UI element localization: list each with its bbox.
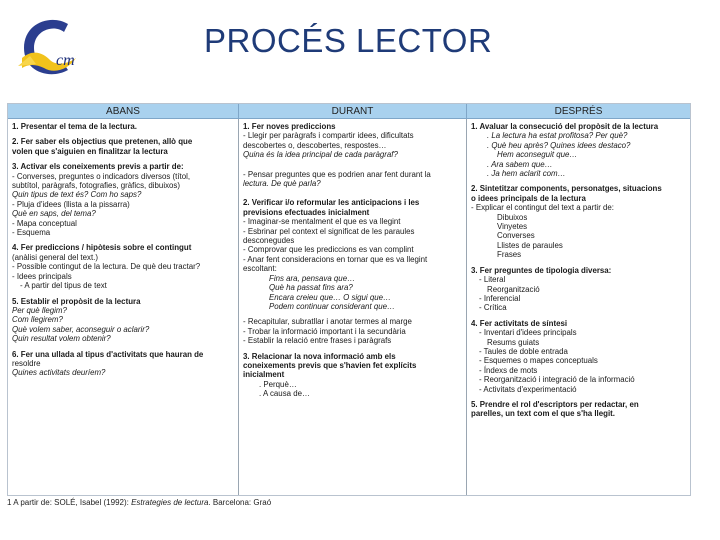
logo bbox=[16, 14, 94, 84]
question: Què en saps, del tema? bbox=[12, 209, 96, 219]
list-item: - Converses, preguntes o indicadors diversos (títol, bbox=[12, 171, 191, 181]
question: Què volem saber, aconseguir o aclarir? bbox=[12, 324, 150, 334]
list-item: - Reorganització i integració de la informació bbox=[479, 375, 635, 385]
step-heading: volen que s'aiguien en finalitzar la lectura bbox=[12, 146, 168, 156]
step-heading: 5. Establir el propòsit de la lectura bbox=[12, 296, 141, 306]
list-item: Frases bbox=[497, 250, 522, 260]
step-heading: 4. Fer prediccions / hipòtesis sobre el contingut bbox=[12, 243, 192, 253]
list-item: - Imaginar-se mentalment el que es va llegint bbox=[243, 217, 401, 227]
question: Per què llegim? bbox=[12, 305, 67, 315]
list-item: - Pensar preguntes que es podrien anar fent durant la bbox=[243, 169, 431, 179]
list-item: Converses bbox=[497, 231, 535, 241]
list-item: - Mapa conceptual bbox=[12, 218, 77, 228]
list-item: Reorganització bbox=[487, 284, 540, 294]
page-title: PROCÉS LECTOR bbox=[204, 22, 493, 59]
list-item: . A causa de… bbox=[259, 389, 310, 399]
column-header-abans: ABANS bbox=[8, 104, 239, 119]
list-item: Vinyetes bbox=[497, 222, 528, 232]
list-item: Resums guiats bbox=[487, 337, 540, 347]
list-item: - Explicar el contingut del text a partir de: bbox=[471, 203, 614, 213]
list-item: - Comprovar que les prediccions es van complint bbox=[243, 245, 414, 255]
footnote-prefix: 1 A partir de: SOLÉ, Isabel (1992): bbox=[7, 498, 132, 507]
footnote bbox=[7, 498, 271, 507]
list-item: - Recapitular, subratllar i anotar termes al marge bbox=[243, 317, 412, 327]
question: Quina és la idea principal de cada paràgraf? bbox=[243, 150, 398, 160]
step-heading: 3. Fer preguntes de tipologia diversa: bbox=[471, 265, 612, 275]
step-heading: o idees principals de la lectura bbox=[471, 193, 586, 203]
step-heading: 2. Verificar i/o reformular les anticipacions i les bbox=[243, 198, 420, 208]
list-item: - Activitats d'experimentació bbox=[479, 384, 577, 394]
shell-logo-icon bbox=[16, 14, 94, 84]
footnote-book: Estrategies de lectura bbox=[131, 498, 209, 507]
list-item: - Establir la relació entre frases i paràgrafs bbox=[243, 336, 392, 346]
list-item: (anàlisi general del text.) bbox=[12, 252, 98, 262]
list-item: escoltant: bbox=[243, 264, 277, 274]
step-heading: 5. Prendre el rol d'escriptors per redactar, en bbox=[471, 399, 639, 409]
list-item: Dibuixos bbox=[497, 212, 528, 222]
list-item: - Possible contingut de la lectura. De què deu tractar? bbox=[12, 262, 201, 272]
list-item: - Taules de doble entrada bbox=[479, 346, 568, 356]
step-heading: inicialment bbox=[243, 370, 285, 380]
list-item: subtítol, paràgrafs, fotografies, gràfics, dibuixos) bbox=[12, 181, 180, 191]
step-heading: 6. Fer una ullada al tipus d'activitats que hauran de bbox=[12, 349, 204, 359]
step-heading: 3. Activar els coneixements previs a partir de: bbox=[12, 162, 184, 172]
question: Hem aconseguit que… bbox=[497, 150, 578, 160]
list-item: - Esquemes o mapes conceptuals bbox=[479, 356, 598, 366]
column-header-durant: DURANT bbox=[239, 104, 467, 119]
list-item: desconegudes bbox=[243, 236, 295, 246]
question: lectura. De què parla? bbox=[243, 179, 321, 189]
step-heading: 1. Presentar el tema de la lectura. bbox=[12, 122, 137, 131]
reading-process-table bbox=[7, 103, 691, 496]
list-item: - Llegir per paràgrafs i compartir idees, dificultats bbox=[243, 131, 414, 141]
step-heading: 3. Relacionar la nova informació amb els bbox=[243, 351, 396, 361]
step-heading: coneixements previs que s'havien fet explícits bbox=[243, 360, 417, 370]
list-item: - Inferencial bbox=[479, 293, 521, 303]
question: Quin tipus de text és? Com ho saps? bbox=[12, 190, 142, 200]
question: Quin resultat volem obtenir? bbox=[12, 334, 111, 344]
list-item: - Idees principals bbox=[12, 271, 72, 281]
list-item: - Pluja d'idees (llista a la pissarra) bbox=[12, 199, 130, 209]
step-heading: 1. Fer noves prediccions bbox=[243, 122, 336, 131]
list-item: . Perquè… bbox=[259, 379, 297, 389]
question: . Ja hem aclarit com… bbox=[487, 169, 566, 179]
list-item: - Crítica bbox=[479, 303, 507, 313]
list-item: Llistes de paraules bbox=[497, 240, 563, 250]
list-item: - Anar fent consideracions en tornar que es va llegint bbox=[243, 254, 428, 264]
question: Fins ara, pensava que… bbox=[269, 273, 355, 283]
list-item: resoldre bbox=[12, 358, 41, 368]
step-heading: 2. Fer saber els objectius que pretenen, allò que bbox=[12, 137, 193, 147]
question: Podem continuar considerant que… bbox=[269, 301, 395, 311]
list-item: - Literal bbox=[479, 275, 506, 285]
list-item: - Índexs de mots bbox=[479, 365, 538, 375]
column-abans bbox=[8, 119, 239, 495]
question: . Ara sabem que… bbox=[487, 159, 553, 169]
list-item: - Esbrinar pel context el significat de les paraules bbox=[243, 226, 415, 236]
list-item: - Esquema bbox=[12, 228, 51, 238]
list-item: - Trobar la informació important i la secundària bbox=[243, 326, 406, 336]
step-heading: 1. Avaluar la consecució del propòsit de la lectura bbox=[471, 122, 659, 131]
step-heading: 2. Sintetitzar components, personatges, situacions bbox=[471, 184, 662, 194]
list-item: descobertes o, descobertes, respostes… bbox=[243, 140, 387, 150]
step-heading: 4. Fer activitats de síntesi bbox=[471, 318, 568, 328]
question: Què ha passat fins ara? bbox=[269, 283, 353, 293]
question: Quines activitats deuríem? bbox=[12, 368, 106, 378]
column-durant bbox=[239, 119, 467, 495]
column-despres bbox=[467, 119, 690, 495]
step-heading: previsions efectuades inicialment bbox=[243, 207, 370, 217]
question: . Què heu après? Quines idees destaco? bbox=[487, 140, 631, 150]
svg-text:cm: cm bbox=[56, 52, 75, 69]
question: . La lectura ha estat profitosa? Per què? bbox=[487, 131, 628, 141]
question: Com llegirem? bbox=[12, 315, 63, 325]
footnote-suffix: . Barcelona: Graó bbox=[208, 498, 272, 507]
question: Encara creieu que… O sigui que… bbox=[269, 292, 391, 302]
list-item: - Inventari d'idees principals bbox=[479, 328, 577, 338]
column-header-despres: DESPRÉS bbox=[467, 104, 690, 119]
step-heading: parelles, un text com el que s'ha llegit. bbox=[471, 409, 615, 419]
list-item: - A partir del tipus de text bbox=[20, 281, 107, 291]
